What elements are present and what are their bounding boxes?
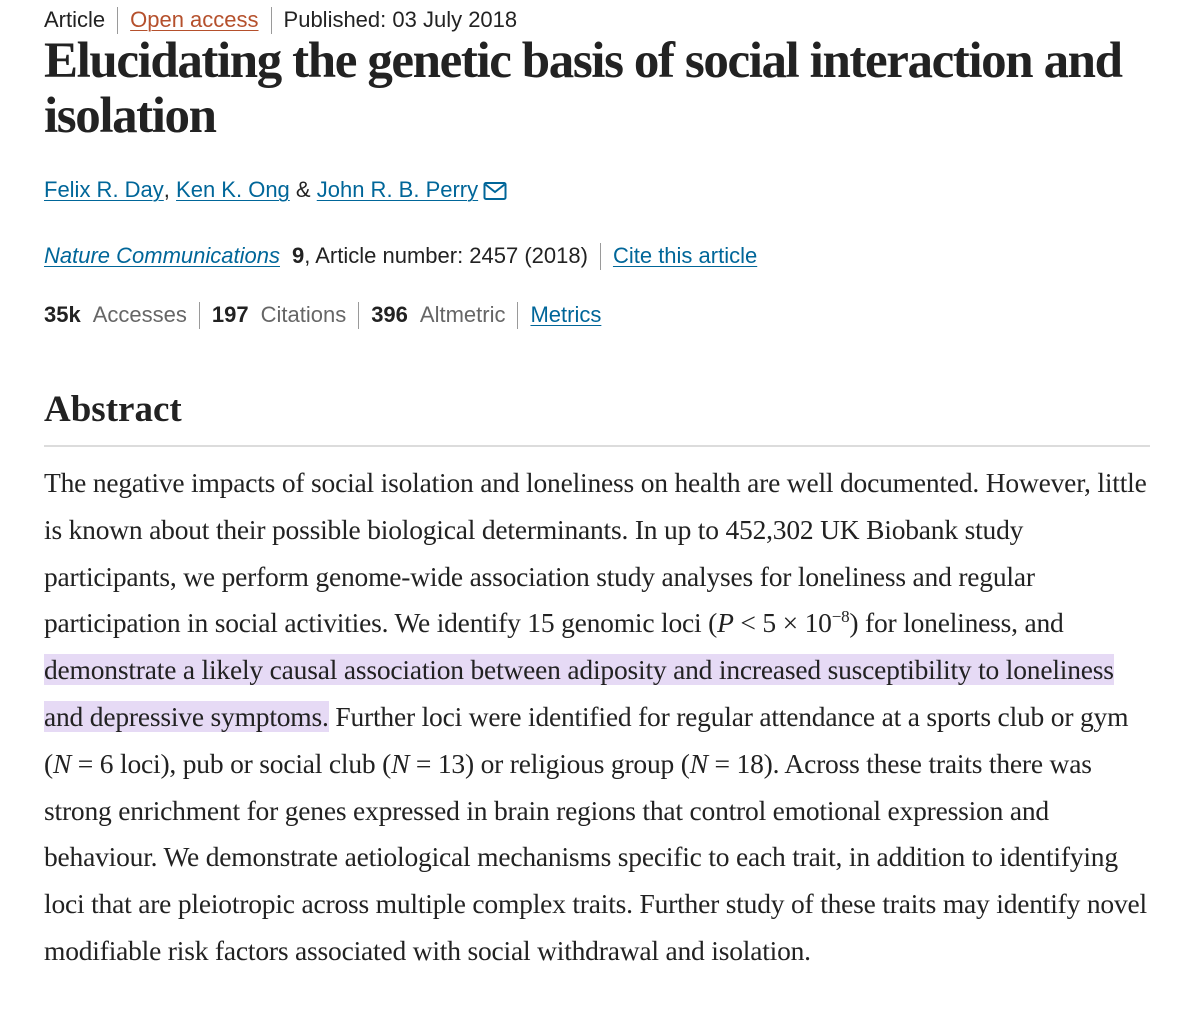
citations-count: 197 (211, 302, 249, 327)
abstract-text-part: The negative impacts of social isolation and loneliness on health are well documented. However, little is known about their possible biological determinants. In up to 452,302 UK Biobank study participants, we perform genome-wide association study analyses for loneliness and regular participation in social activities. We identify 15 genomic loci ( (44, 467, 1147, 639)
author-link-felix-day[interactable]: Felix R. Day (44, 177, 164, 202)
article-title: Elucidating the genetic basis of social interaction and isolation (44, 33, 1122, 144)
open-access-link[interactable]: Open access (130, 7, 259, 32)
published-date: Published: 03 July 2018 (283, 7, 518, 32)
n-symbol: N (689, 747, 708, 779)
section-divider (44, 445, 1150, 447)
citations-label: Citations (260, 302, 347, 327)
divider (600, 243, 601, 270)
abstract-text (44, 460, 1150, 975)
exponent: −8 (831, 607, 850, 627)
altmetric-count: 396 (371, 302, 408, 327)
divider (199, 302, 200, 329)
metrics-row (44, 301, 601, 329)
divider (117, 7, 118, 34)
author-link-ken-ong[interactable]: Ken K. Ong (176, 177, 290, 202)
author-separator: & (295, 177, 311, 202)
author-link-john-perry[interactable]: John R. B. Perry (316, 177, 479, 202)
accesses-label: Accesses (92, 302, 187, 327)
abstract-text-part: = 18). Across these traits there was strong enrichment for genes expressed in brain regions that control emotional expression and behaviour. We demonstrate aetiological mechanisms specific to each trait, in addition to identifying loci that are pleiotropic across multiple complex traits. Further study of these traits may identify novel modifiable risk factors associated with social withdrawal and isolation. (44, 747, 1147, 966)
journal-link[interactable]: Nature Communications (44, 243, 280, 268)
journal-volume: 9 (291, 243, 305, 268)
citation-row (44, 242, 757, 270)
accesses-count: 35k (44, 302, 81, 327)
abstract-text-part: = 13) or religious group ( (409, 747, 690, 779)
abstract-paragraph (44, 460, 1150, 975)
abstract-heading: Abstract (44, 389, 182, 430)
abstract-text-part: Further loci were identified for regular attendance at a sports club or gym ( (44, 700, 1129, 779)
abstract-text-part: = 6 loci), pub or social club ( (71, 747, 392, 779)
highlighted-sentence[interactable]: demonstrate a likely causal association between adiposity and increased susceptibility to loneliness and depressive symptoms. (44, 654, 1114, 732)
divider (358, 302, 359, 329)
author-list (44, 176, 507, 204)
abstract-text-part: < 5 × 10 (733, 607, 832, 639)
article-type-label: Article (44, 7, 106, 32)
article-meta-row (44, 6, 517, 34)
n-symbol: N (391, 747, 410, 779)
article-number: , Article number: 2457 (2018) (304, 243, 588, 268)
cite-article-link[interactable]: Cite this article (612, 243, 758, 268)
metrics-link[interactable]: Metrics (530, 302, 602, 327)
author-separator: , (163, 177, 170, 202)
mail-icon[interactable] (483, 180, 507, 200)
divider (271, 7, 272, 34)
abstract-text-part: ) for loneliness, and (849, 607, 1064, 639)
n-symbol: N (52, 747, 72, 779)
altmetric-label: Altmetric (419, 302, 506, 327)
divider (517, 302, 518, 329)
p-value-symbol: P (717, 607, 734, 639)
